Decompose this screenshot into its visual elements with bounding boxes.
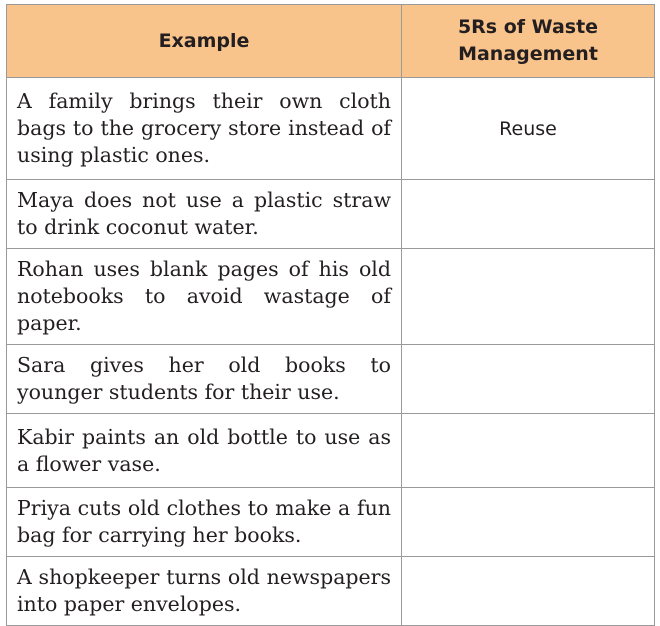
answer-cell <box>402 249 655 345</box>
table-row <box>7 249 655 345</box>
answer-cell: Reuse <box>402 78 655 180</box>
example-cell: Maya does not use a plastic straw to drink coconut water. <box>7 180 402 249</box>
header-example: Example <box>7 5 402 78</box>
table-row <box>7 345 655 414</box>
example-cell: Kabir paints an old bottle to use as a flower vase. <box>7 414 402 488</box>
example-cell: Priya cuts old clothes to make a fun bag for carrying her books. <box>7 488 402 557</box>
waste-management-table <box>6 4 655 626</box>
answer-cell <box>402 557 655 626</box>
example-cell: Sara gives her old books to younger students for their use. <box>7 345 402 414</box>
header-row <box>7 5 655 78</box>
table-row <box>7 78 655 180</box>
answer-cell <box>402 414 655 488</box>
answer-cell <box>402 345 655 414</box>
table-row <box>7 488 655 557</box>
example-cell: A shopkeeper turns old newspapers into paper envelopes. <box>7 557 402 626</box>
table-row <box>7 557 655 626</box>
example-cell: Rohan uses blank pages of his old notebooks to avoid wastage of paper. <box>7 249 402 345</box>
table-row <box>7 180 655 249</box>
table-row <box>7 414 655 488</box>
answer-cell <box>402 488 655 557</box>
header-5rs-waste-management: 5Rs of Waste Management <box>402 5 655 78</box>
example-cell: A family brings their own cloth bags to the grocery store instead of using plastic ones. <box>7 78 402 180</box>
answer-cell <box>402 180 655 249</box>
